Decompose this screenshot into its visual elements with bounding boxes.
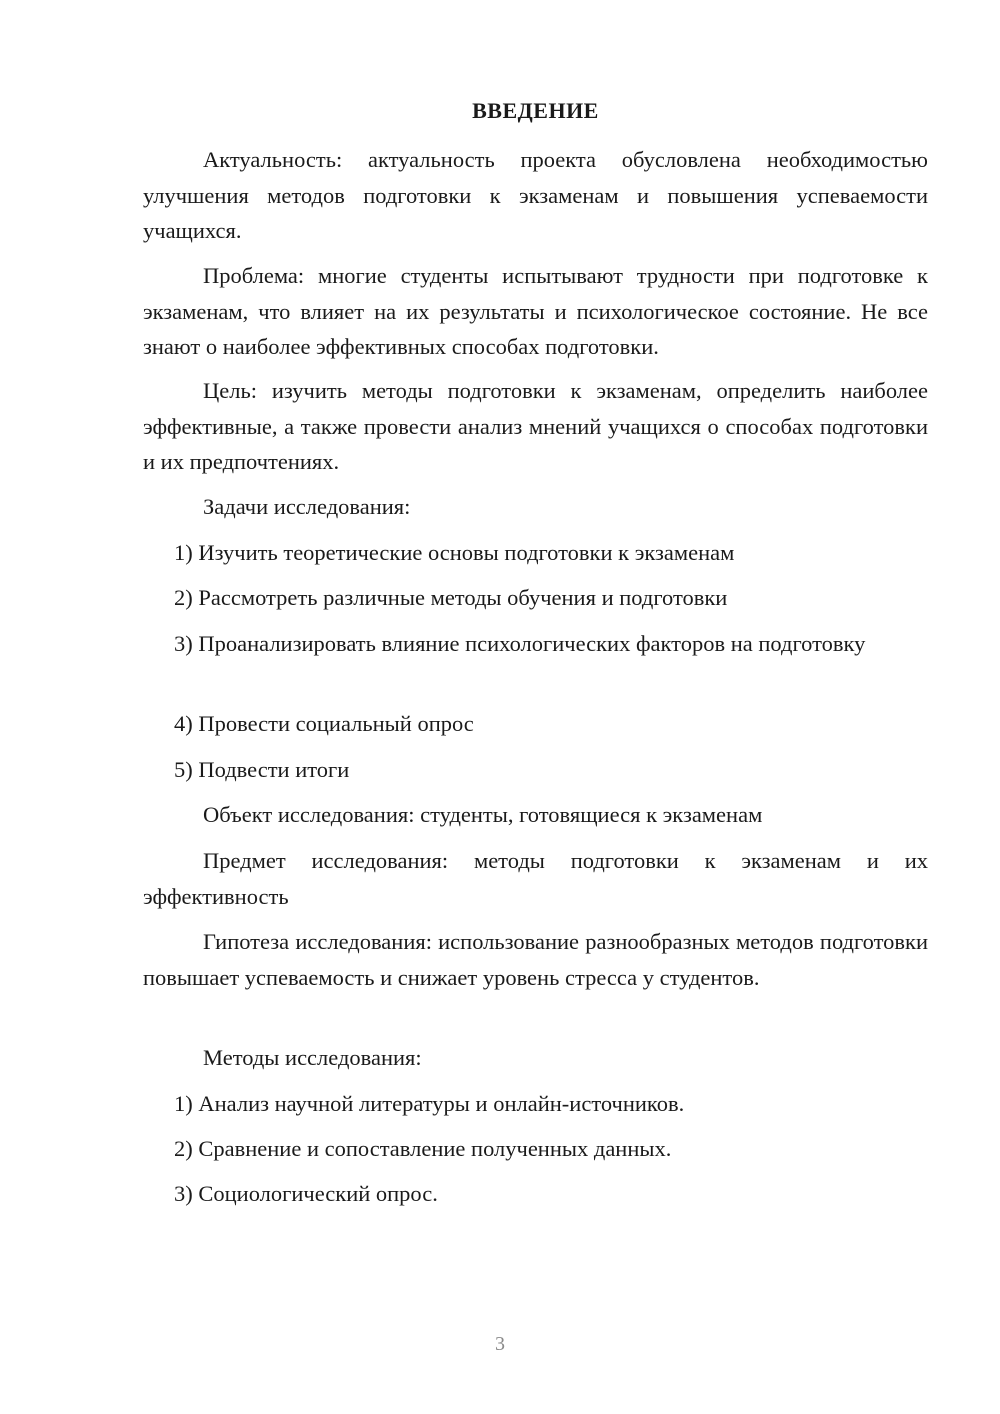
task-item: 1) Изучить теоретические основы подготовки к экзаменам xyxy=(174,540,735,565)
task-item: 2) Рассмотреть различные методы обучения и подготовки xyxy=(174,585,728,610)
object-paragraph: Объект исследования: студенты, готовящиеся к экзаменам xyxy=(203,802,763,827)
goal-paragraph: Цель: изучить методы подготовки к экзаменам, определить наиболее эффективные, а также провести анализ мнений учащихся о способах подготовки и их предпочтениях. xyxy=(143,378,928,474)
task-item: 4) Провести социальный опрос xyxy=(174,711,474,736)
task-item: 3) Проанализировать влияние психологических факторов на подготовку xyxy=(174,631,866,656)
task-item: 5) Подвести итоги xyxy=(174,757,350,782)
tasks-heading: Задачи исследования: xyxy=(203,494,411,519)
hypothesis-paragraph: Гипотеза исследования: использование разнообразных методов подготовки повышает успеваемость и снижает уровень стресса у студентов. xyxy=(143,929,928,990)
document-page xyxy=(143,0,928,1414)
page-title: ВВЕДЕНИЕ xyxy=(472,98,599,123)
method-item: 1) Анализ научной литературы и онлайн-источников. xyxy=(174,1091,685,1116)
page-number: 3 xyxy=(495,1333,505,1355)
problem-paragraph: Проблема: многие студенты испытывают трудности при подготовке к экзаменам, что влияет на их результаты и психологическое состояние. Не все знают о наиболее эффективных способах подготовки. xyxy=(143,263,928,359)
method-item: 2) Сравнение и сопоставление полученных данных. xyxy=(174,1136,672,1161)
method-item: 3) Социологический опрос. xyxy=(174,1181,438,1206)
relevance-paragraph: Актуальность: актуальность проекта обусловлена необходимостью улучшения методов подготовки к экзаменам и повышения успеваемости учащихся. xyxy=(143,147,928,243)
subject-paragraph: Предмет исследования: методы подготовки к экзаменам и их эффективность xyxy=(143,848,928,909)
methods-heading: Методы исследования: xyxy=(203,1045,422,1070)
